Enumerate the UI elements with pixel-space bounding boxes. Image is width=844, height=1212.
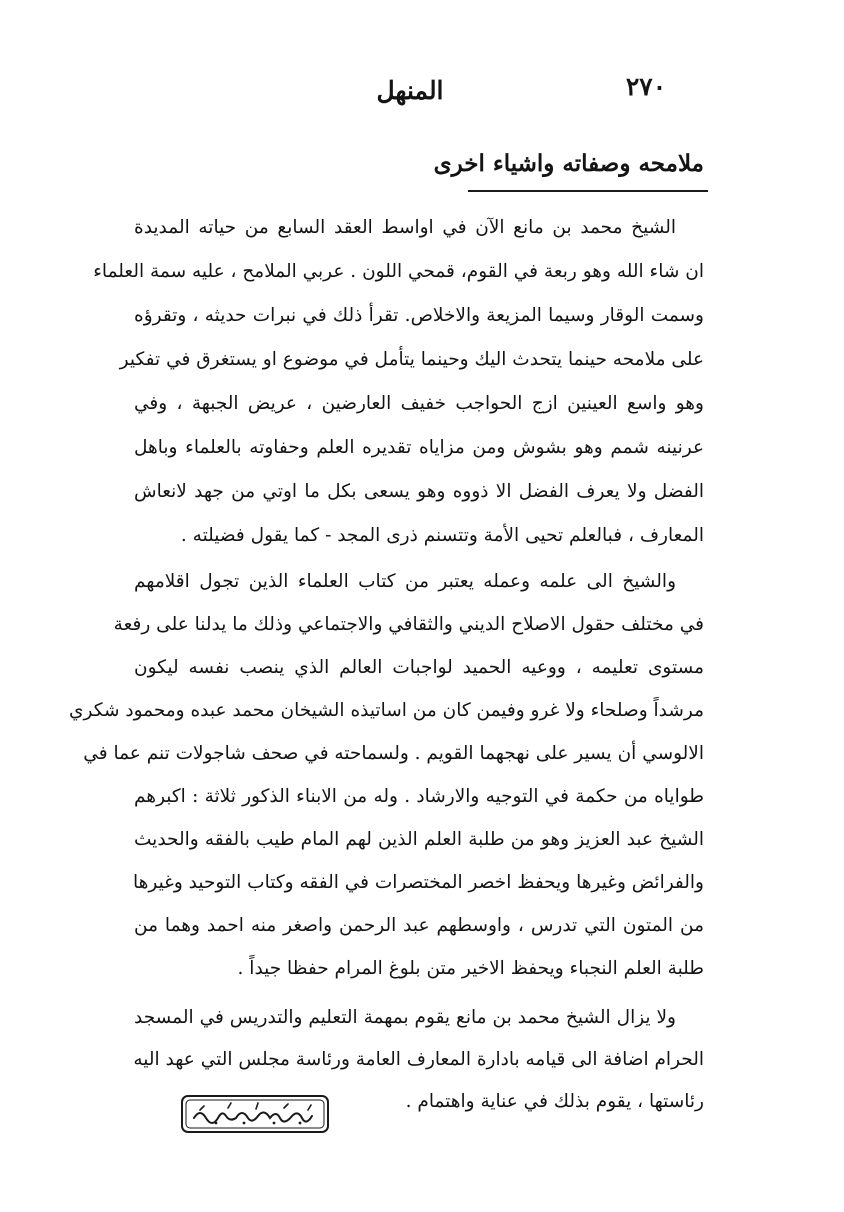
paragraph-1-line-2: ان شاء الله وهو ربعة في القوم، قمحي اللون . عربي الملامح ، عليه سمة العلماء <box>93 261 704 282</box>
paragraph-2-line-1: والشيخ الى علمه وعمله يعتبر من كتاب العلماء الذين تجول اقلامهم <box>134 571 676 592</box>
paragraph-3-line-1: ولا يزال الشيخ محمد بن مانع يقوم بمهمة التعليم والتدريس في المسجد <box>134 1007 676 1028</box>
running-title: المنهل <box>376 76 444 105</box>
paragraph-1-line-6: عرنينه شمم وهو بشوش ومن مزاياه تقديره العلم وحفاوته بالعلماء وباهل <box>134 437 704 458</box>
paragraph-1-line-7: الفضل ولا يعرف الفضل الا ذووه وهو يسعى بكل ما اوتي من جهد لانعاش <box>134 481 704 502</box>
paragraph-3-line-2: الحرام اضافة الى قيامه بادارة المعارف العامة ورئاسة مجلس التي عهد اليه <box>133 1049 704 1070</box>
paragraph-2-line-8: والفرائض وغيرها ويحفظ اخصر المختصرات في الفقه وكتاب التوحيد وغيرها <box>132 872 704 893</box>
paragraph-2-line-9: من المتون التي تدرس ، واوسطهم عبد الرحمن واصغر منه احمد وهما من <box>134 915 704 936</box>
paragraph-1-line-8: المعارف ، فبالعلم تحيى الأمة وتتسنم ذرى المجد - كما يقول فضيلته . <box>180 525 704 546</box>
paragraph-3-line-3: رئاستها ، يقوم بذلك في عناية واهتمام . <box>405 1091 704 1112</box>
ownership-stamp-image <box>180 1092 330 1136</box>
paragraph-2-line-10: طلبة العلم النجباء ويحفظ الاخير متن بلوغ المرام حفظا جيداً . <box>237 958 704 979</box>
paragraph-2-line-2: في مختلف حقول الاصلاح الديني والثقافي والاجتماعي وذلك ما يدلنا على رفعة <box>113 614 704 635</box>
paragraph-1-line-5: وهو واسع العينين ازج الحواجب خفيف العارضين ، عريض الجبهة ، وفي <box>134 393 704 414</box>
heading-underline <box>468 190 708 192</box>
paragraph-2-line-4: مرشداً وصلحاء ولا غرو وفيمن كان من اساتيذه الشيخان محمد عبده ومحمود شكري <box>69 700 704 721</box>
paragraph-2-line-6: طواياه من حكمة في التوجيه والارشاد . وله من الابناء الذكور ثلاثة : اكبرهم <box>134 786 704 807</box>
page-number: ٢٧٠ <box>625 72 667 101</box>
paragraph-1-line-3: وسمت الوقار وسيما المزيعة والاخلاص. تقرأ ذلك في نبرات حديثه ، وتقرؤه <box>134 305 704 326</box>
paragraph-1-line-1: الشيخ محمد بن مانع الآن في اواسط العقد السابع من حياته المديدة <box>134 217 676 238</box>
paragraph-2-line-5: الالوسي أن يسير على نهجهما القويم . ولسماحته في صحف شاجولات تنم عما في <box>83 743 704 764</box>
paragraph-2-line-7: الشيخ عبد العزيز وهو من طلبة العلم الذين لهم المام طيب بالفقه والحديث <box>134 829 704 850</box>
paragraph-2-line-3: مستوى تعليمه ، ووعيه الحميد لواجبات العالم الذي ينصب نفسه ليكون <box>134 657 704 678</box>
paragraph-1-line-4: على ملامحه حينما يتحدث اليك وحينما يتأمل في موضوع او يستغرق في تفكير <box>119 349 704 370</box>
section-heading: ملامحه وصفاته واشياء اخرى <box>433 150 704 177</box>
